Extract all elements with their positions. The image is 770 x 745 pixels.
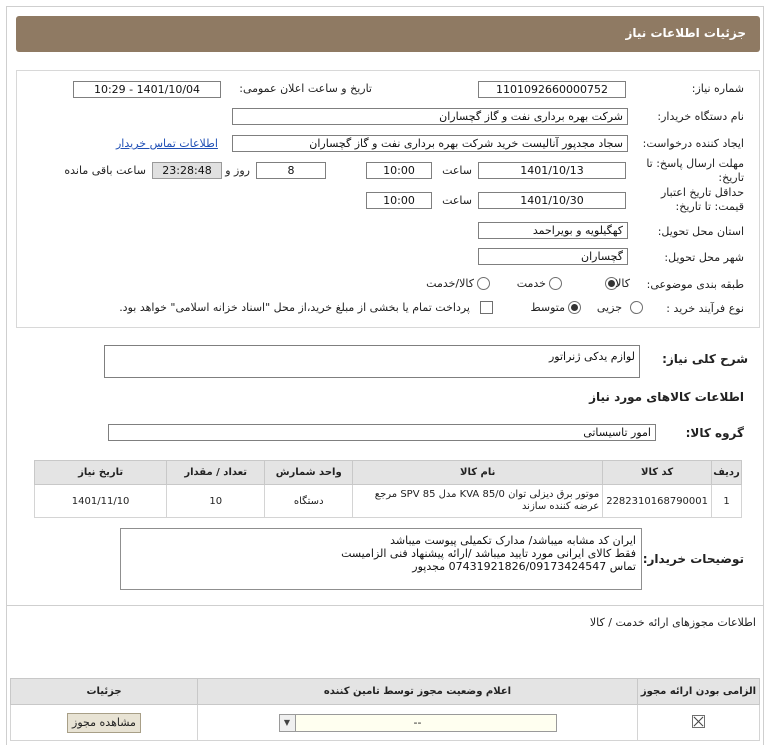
validity-label-line2: قیمت: تا تاریخ:	[675, 200, 744, 213]
purchase-option-minor: جزیی	[596, 301, 622, 314]
license-status-value: --	[413, 715, 422, 729]
page-header	[16, 16, 760, 52]
category-label: طبقه بندی موضوعی:	[646, 278, 744, 291]
validity-date-field: 1401/10/30	[478, 192, 626, 209]
need-number-field: 1101092660000752	[478, 81, 626, 98]
lic-status-cell	[198, 705, 638, 741]
validity-time-label: ساعت	[442, 194, 472, 207]
notes-line-3: تماس 07431921826/09173424547 مجدپور	[412, 560, 636, 573]
announce-field: 1401/10/04 - 10:29	[73, 81, 221, 98]
deadline-date-field: 1401/10/13	[478, 162, 626, 179]
days-label: روز و	[225, 164, 250, 177]
deadline-time-field: 10:00	[366, 162, 432, 179]
notes-line-1: ایران کد مشابه میباشد/ مدارک تکمیلی پیوست میباشد	[390, 534, 636, 547]
deadline-time-label: ساعت	[442, 164, 472, 177]
category-option-goods-service: کالا/خدمت	[426, 277, 474, 290]
description-field: لوازم یدکی ژنراتور	[104, 345, 640, 378]
creator-field: سجاد مجدپور آنالیست خرید شرکت بهره برداری نفت و گاز گچساران	[232, 135, 628, 152]
view-license-button[interactable]: مشاهده مجوز	[67, 713, 141, 733]
col-date: تاریخ نیاز	[35, 461, 167, 485]
treasury-checkbox[interactable]	[480, 301, 493, 314]
lic-col-required: الزامی بودن ارائه مجوز	[638, 679, 760, 705]
notes-label: توضیحات خریدار:	[642, 552, 744, 566]
licenses-table	[10, 678, 760, 741]
validity-time-field: 10:00	[366, 192, 432, 209]
announce-label: تاریخ و ساعت اعلان عمومی:	[239, 82, 372, 95]
row-qty: 10	[167, 485, 265, 518]
city-field: گچساران	[478, 248, 628, 265]
purchase-type-label: نوع فرآیند خرید :	[666, 302, 744, 315]
col-name: نام کالا	[353, 461, 603, 485]
row-code: 2282310168790001	[603, 485, 712, 518]
need-number-label: شماره نیاز:	[691, 82, 744, 95]
chevron-down-icon: ▼	[280, 715, 296, 731]
row-index: 1	[712, 485, 742, 518]
lic-details-cell	[11, 705, 198, 741]
remaining-label: ساعت باقی مانده	[64, 164, 146, 177]
description-label: شرح کلی نیاز:	[662, 352, 748, 366]
lic-required-cell	[638, 705, 760, 741]
purchase-radio-minor[interactable]	[630, 301, 643, 314]
buyer-label: نام دستگاه خریدار:	[657, 110, 744, 123]
deadline-label-line2: تاریخ:	[718, 171, 744, 184]
row-name: موتور برق دیزلی توان KVA 85/0 مدل SPV 85 مرجع عرضه کننده سازند	[353, 485, 603, 518]
city-label: شهر محل تحویل:	[664, 251, 744, 264]
buyer-contact-link[interactable]: اطلاعات تماس خریدار	[116, 137, 218, 150]
licenses-section-title: اطلاعات مجوزهای ارائه خدمت / کالا	[589, 616, 756, 629]
notes-box	[120, 528, 642, 590]
purchase-radio-medium[interactable]	[568, 301, 581, 314]
col-code: کد کالا	[603, 461, 712, 485]
buyer-field: شرکت بهره برداری نفت و گاز گچساران	[232, 108, 628, 125]
col-qty: تعداد / مقدار	[167, 461, 265, 485]
goods-table	[34, 460, 742, 518]
province-field: کهگیلویه و بویراحمد	[478, 222, 628, 239]
remaining-time-field: 23:28:48	[152, 162, 222, 179]
days-field: 8	[256, 162, 326, 179]
lic-col-status: اعلام وضعیت مجوز توسط تامین کننده	[198, 679, 638, 705]
province-label: استان محل تحویل:	[657, 225, 744, 238]
category-option-service: خدمت	[516, 277, 546, 290]
goods-group-label: گروه کالا:	[685, 426, 744, 440]
col-index: ردیف	[712, 461, 742, 485]
page-title: جزئیات اطلاعات نیاز	[625, 26, 746, 40]
license-status-select[interactable]	[279, 714, 557, 732]
row-date: 1401/11/10	[35, 485, 167, 518]
table-row	[35, 485, 742, 518]
licenses-table-header	[11, 679, 760, 705]
lic-col-details: جزئیات	[11, 679, 198, 705]
table-row	[11, 705, 760, 741]
notes-line-2: فقط کالای ایرانی مورد تایید میباشد /ارائه پیشنهاد فنی الزامیست	[341, 547, 636, 560]
creator-label: ایجاد کننده درخواست:	[642, 137, 744, 150]
deadline-label-line1: مهلت ارسال پاسخ: تا	[646, 157, 744, 170]
goods-group-field: امور تاسیساتی	[108, 424, 656, 441]
goods-section-title: اطلاعات کالاهای مورد نیاز	[589, 390, 744, 404]
category-option-goods: کالا	[615, 277, 630, 290]
required-checkbox[interactable]	[692, 715, 705, 728]
treasury-text: پرداخت تمام یا بخشی از مبلغ خرید،از محل "اسناد خزانه اسلامی" خواهد بود.	[119, 301, 470, 314]
goods-table-header	[35, 461, 742, 485]
validity-label-line1: حداقل تاریخ اعتبار	[660, 186, 744, 199]
section-divider	[6, 605, 764, 606]
row-unit: دستگاه	[265, 485, 353, 518]
purchase-option-medium: متوسط	[530, 301, 565, 314]
category-radio-service[interactable]	[549, 277, 562, 290]
category-radio-goods-service[interactable]	[477, 277, 490, 290]
col-unit: واحد شمارش	[265, 461, 353, 485]
